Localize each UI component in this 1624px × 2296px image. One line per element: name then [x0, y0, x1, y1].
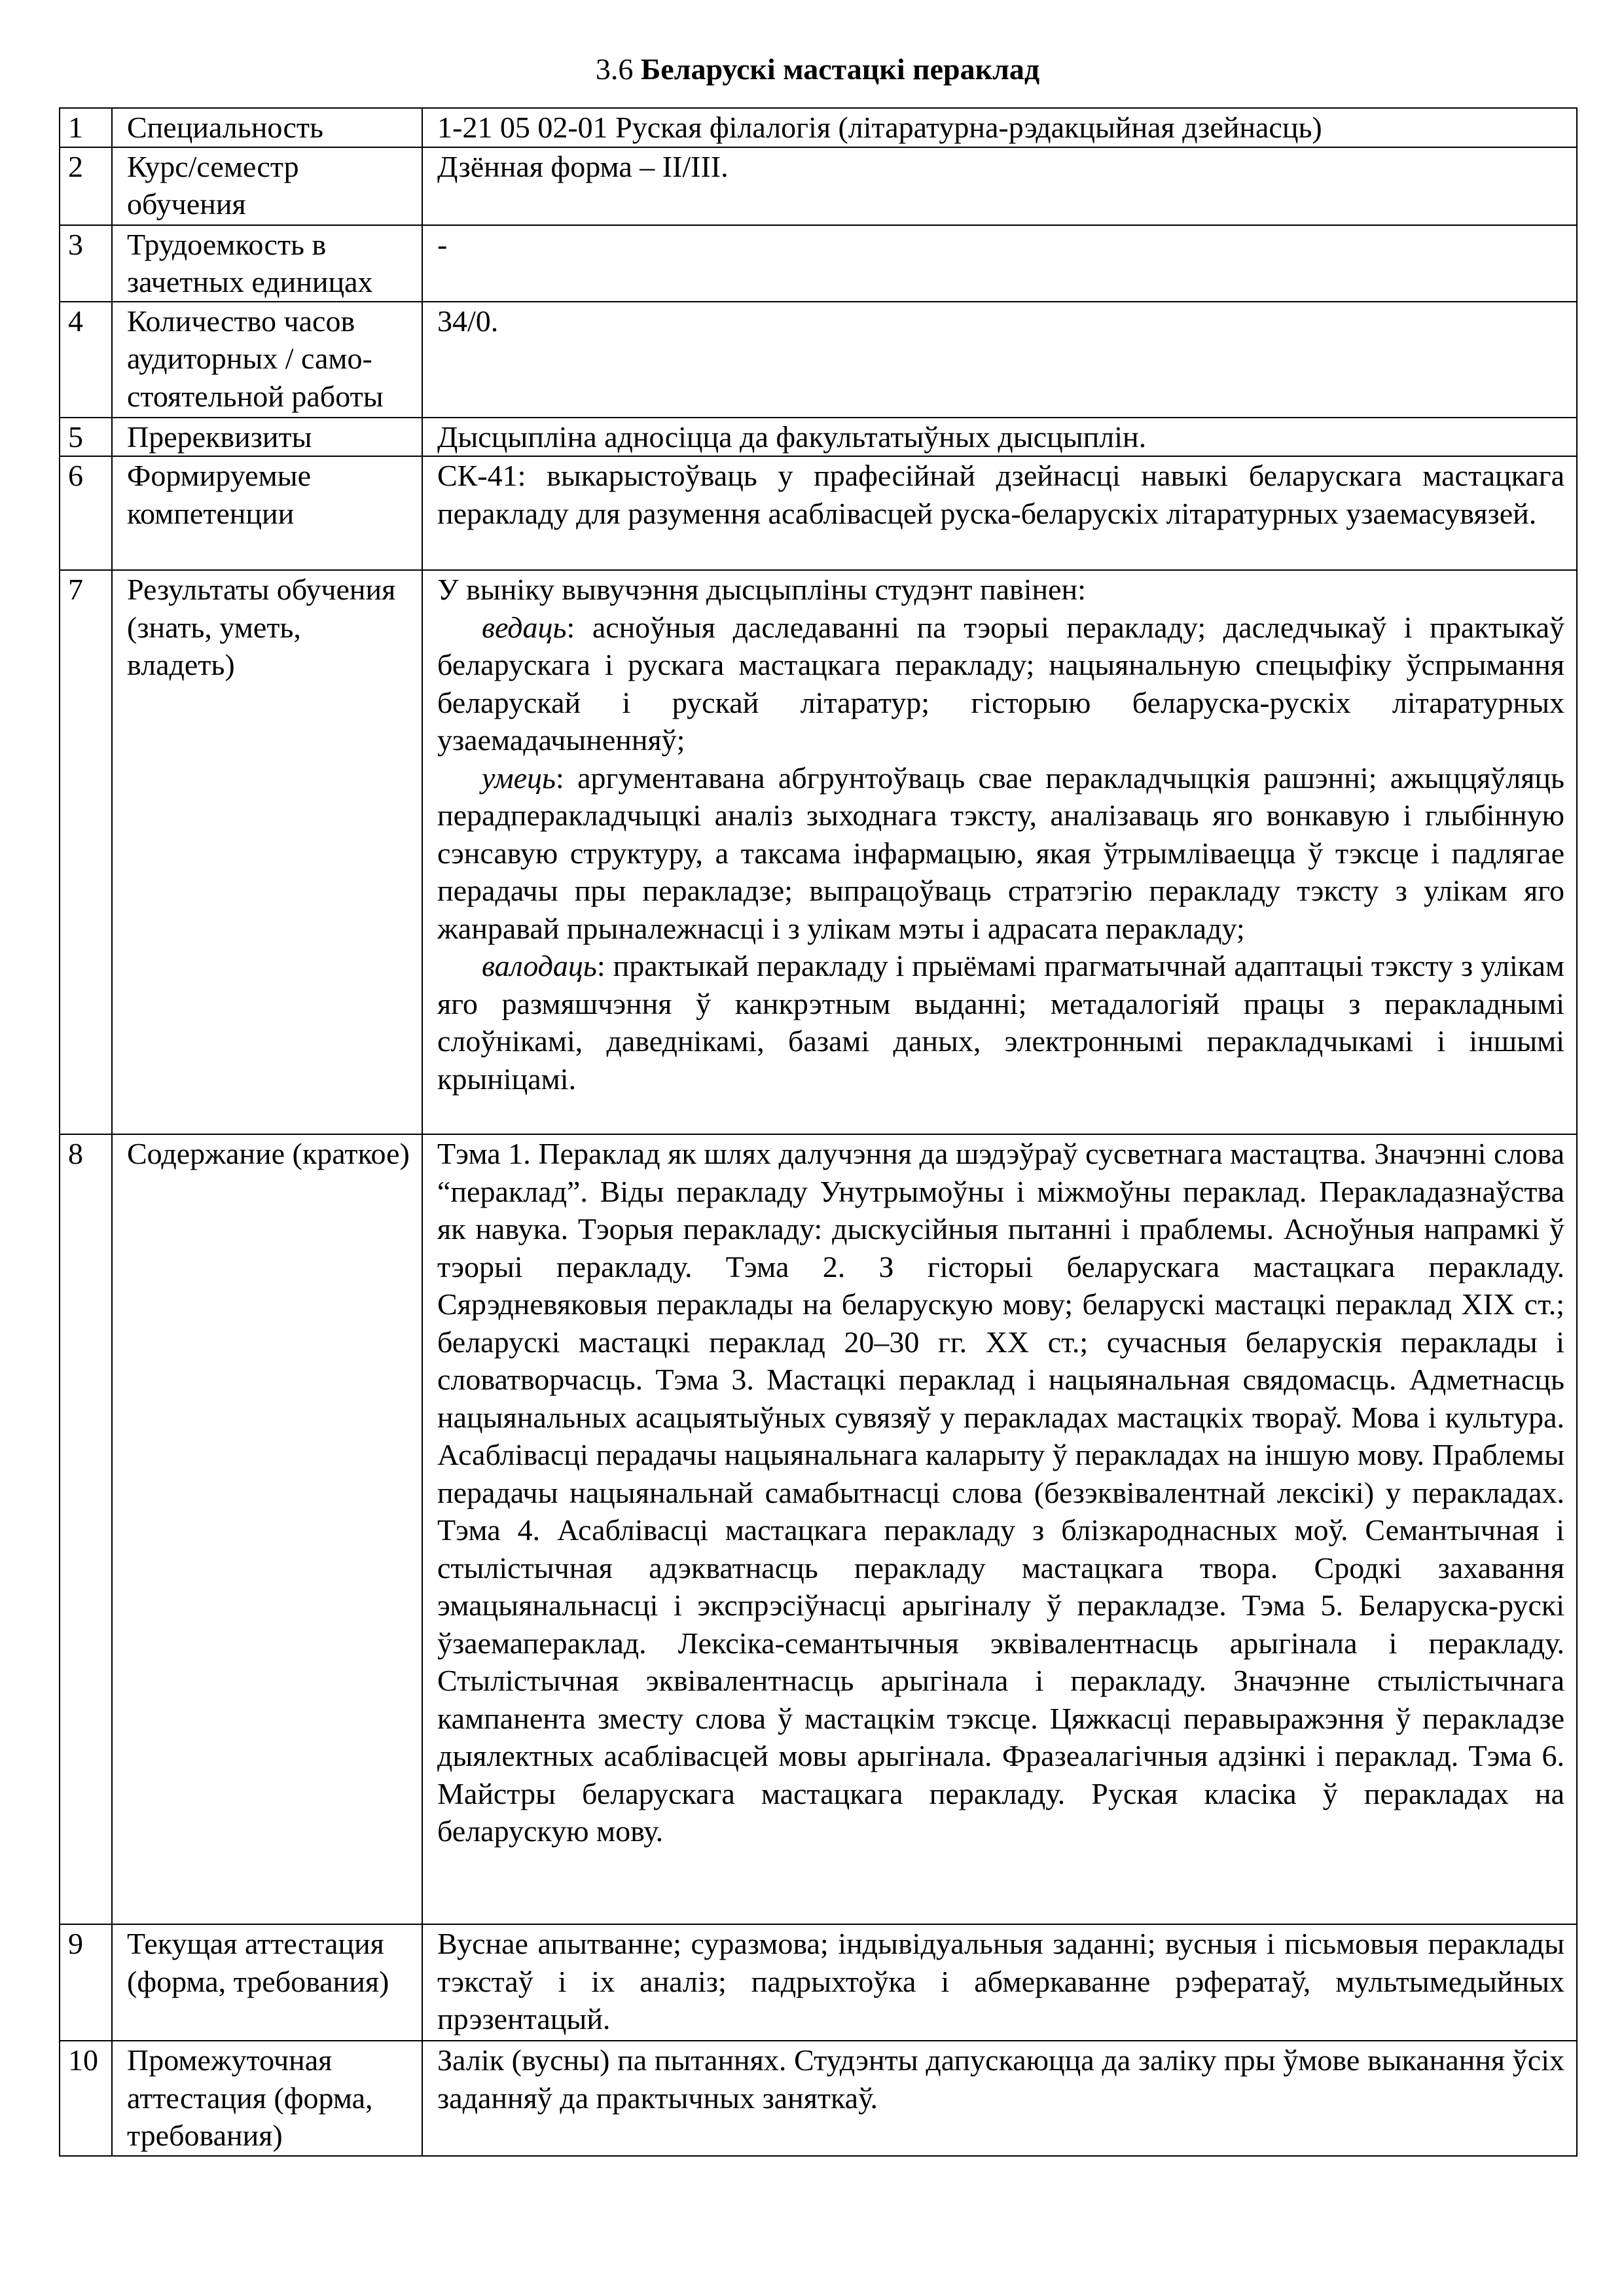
row-label: Курс/семестр обучения: [112, 147, 422, 225]
row-value: 1-21 05 02-01 Руская філалогія (літаратурна-рэдакцыйная дзейнасць): [422, 108, 1577, 147]
outcome-know-text: : асноўныя даследаванні па тэорыі перакладу; даследчыкаў і практыкаў беларускага і рускага мастацкага перакладу; нацыянальную спецыфіку ўспрымання беларускай і рускай літаратур; гісторыю беларуска-рускіх літаратурных узаемадачыненняў;: [437, 610, 1564, 757]
table-row: [60, 147, 1577, 225]
learning-outcomes: [422, 570, 1577, 1134]
title-prefix: 3.6: [595, 52, 641, 86]
outcome-can-term: умець: [482, 761, 556, 795]
row-label: Результаты обучения (знать, уметь, владеть): [112, 570, 422, 1134]
row-value: Дысцыпліна адносіцца да факультатыўных дысцыплін.: [422, 418, 1577, 457]
outcome-know-term: ведаць: [482, 610, 567, 644]
row-number: 3: [60, 225, 112, 302]
outcome-can: [437, 759, 1564, 948]
table-row: [60, 418, 1577, 457]
row-label: Формируемые компетенции: [112, 456, 422, 570]
row-label: Промежуточная аттестация (форма, требования): [112, 2041, 422, 2156]
row-label: Текущая аттестация (форма, требования): [112, 1924, 422, 2041]
row-label: Специальность: [112, 108, 422, 147]
row-value: 34/0.: [422, 302, 1577, 418]
row-number: 5: [60, 418, 112, 457]
row-number: 2: [60, 147, 112, 225]
row-value: СК-41: выкарыстоўваць у прафесійнай дзейнасці навыкі беларускага мастацкага перакладу для разумення асаблівасцей руска-беларускіх літаратурных узаемасувязей.: [422, 456, 1577, 570]
row-label: Количество часов аудиторных / само-стоятельной работы: [112, 302, 422, 418]
title-bold: Беларускі мастацкі пераклад: [640, 52, 1040, 86]
table-row: [60, 2041, 1577, 2156]
page-title: [59, 51, 1576, 88]
row-number: 10: [60, 2041, 112, 2156]
row-number: 9: [60, 1924, 112, 2041]
row-value: Дзённая форма – II/III.: [422, 147, 1577, 225]
row-number: 6: [60, 456, 112, 570]
row-number: 1: [60, 108, 112, 147]
row-label: Трудоемкость в зачетных единицах: [112, 225, 422, 302]
table-row: [60, 1924, 1577, 2041]
table-row: [60, 302, 1577, 418]
outcome-own-term: валодаць: [482, 949, 597, 982]
table-row: [60, 225, 1577, 302]
row-value: Вуснае апытванне; суразмова; індывідуальныя заданні; вусныя і пісьмовыя пераклады тэкстаў і іх аналіз; падрыхтоўка і абмеркаванне рэфератаў, мультымедыйных прэзентацый.: [422, 1924, 1577, 2041]
row-label: Пререквизиты: [112, 418, 422, 457]
row-value: Залік (вусны) па пытаннях. Студэнты дапускаюцца да заліку пры ўмове выканання ўсіх заданняў да практычных заняткаў.: [422, 2041, 1577, 2156]
row-number: 4: [60, 302, 112, 418]
course-table: [59, 107, 1578, 2157]
table-row: [60, 456, 1577, 570]
table-row: [60, 570, 1577, 1134]
table-row: [60, 108, 1577, 147]
outcomes-intro: У выніку вывучэння дысцыпліны студэнт павінен:: [437, 573, 1086, 606]
outcome-can-text: : аргументавана абгрунтоўваць свае перакладчыцкія рашэнні; ажыццяўляць перадперакладчыцкі аналіз зыходнага тэксту, аналізаваць яго вонкавую і глыбінную сэнсавую структуру, а таксама інфармацыю, якая ўтрымліваецца ў тэксце і падлягае перадачы пры перакладзе; выпрацоўваць стратэгію перакладу тэксту з улікам яго жанравай прыналежнасці і з улікам мэты і адрасата перакладу;: [437, 761, 1564, 945]
row-number: 7: [60, 570, 112, 1134]
outcome-know: [437, 609, 1564, 759]
row-value: -: [422, 225, 1577, 302]
outcome-own: [437, 947, 1564, 1098]
row-number: 8: [60, 1134, 112, 1924]
outcome-own-text: : практыкай перакладу і прыёмамі прагматычнай адаптацыі тэксту з улікам яго размяшчэння ў канкрэтным выданні; метадалогіяй працы з перакладнымі слоўнікамі, даведнікамі, базамі даных, электроннымі перакладчыкамі і іншымі крыніцамі.: [437, 949, 1564, 1096]
row-value: Тэма 1. Пераклад як шлях далучэння да шэдэўраў сусветнага мастацтва. Значэнні слова “пераклад”. Віды перакладу Унутрымоўны і міжмоўны пераклад. Перакладазнаўства як навука. Тэорыя перакладу: дыскусійныя пытанні і праблемы. Асноўныя напрамкі ў тэорыі перакладу. Тэма 2. З гісторыі беларускага мастацкага перакладу. Сярэдневяковыя пераклады на беларускую мову; беларускі мастацкі пераклад XIX ст.; беларускі мастацкі пераклад 20–30 гг. XX ст.; сучасныя беларускія пераклады і словатворчасць. Тэма 3. Мастацкі пераклад і нацыянальная свядомасць. Адметнасць нацыянальных асацыятыўных сувязяў у перакладах мастацкіх твораў. Мова і культура. Асаблівасці перадачы нацыянальнага каларыту ў перакладах на іншую мову. Праблемы перадачы нацыянальнай самабытнасці слова (безэквівалентнай лексікі) у перакладах. Тэма 4. Асаблівасці мастацкага перакладу з блізкароднасных моў. Семантычная і стылістычная адэкватнасць перакладу мастацкага твора. Сродкі захавання эмацыянальнасці і экспрэсіўнасці арыгіналу ў перакладзе. Тэма 5. Беларуска-рускі ўзаемапераклад. Лексіка-семантычныя эквівалентнасць арыгінала і перакладу. Стылістычная эквівалентнасць арыгінала і перакладу. Значэнне стылістычнага кампанента зместу слова ў мастацкім тэксце. Цяжкасці перавыражэння ў перакладзе дыялектных асаблівасцей мовы арыгінала. Фразеалагічныя адзінкі і пераклад. Тэма 6. Майстры беларускага мастацкага перакладу. Руская класіка ў перакладах на беларускую мову.: [422, 1134, 1577, 1924]
table-row: [60, 1134, 1577, 1924]
row-label: Содержание (краткое): [112, 1134, 422, 1924]
